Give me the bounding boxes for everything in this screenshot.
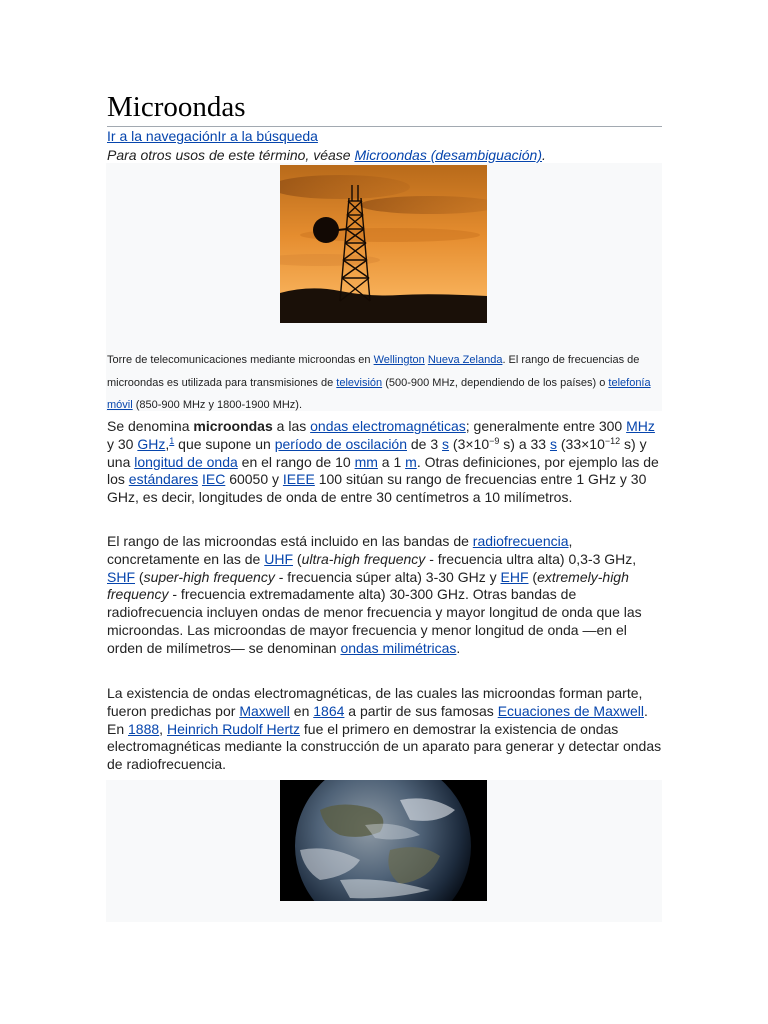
maxwell-link[interactable]: Maxwell xyxy=(239,702,290,719)
term-microondas: microondas xyxy=(193,418,273,434)
iec-link[interactable]: IEC xyxy=(201,471,226,488)
hatnote-text: Para otros usos de este término, véase xyxy=(107,147,355,163)
telefonia-movil-link[interactable]: telefonía móvil xyxy=(107,376,651,411)
nueva-zelanda-link[interactable]: Nueva Zelanda xyxy=(427,354,503,366)
paragraph-definition: Se denomina microondas a las ondas electromagnéticas; generalmente entre 300 MHz y 30 GHz,$^1$ que supone un período de oscilación de 3 s ($3\times 10^{-9}$ s) a 33 s ($33\times 10^{-12}$ s) y una longitud de onda en el rango de 10 mm a 1 m. Otras definiciones, por ejemplo las de los estándares IEC 60050 y IEEE 100 sitúan su rango de frecuencias entre 1 GHz y 30 GHz, es decir, longitudes de onda de entre 30 centímetros a 10 milímetros. xyxy=(107,418,659,506)
hertz-link[interactable]: Heinrich Rudolf Hertz xyxy=(166,720,301,737)
disambiguation-link[interactable]: Microondas (desambiguación) xyxy=(354,147,543,163)
ehf-link[interactable]: EHF xyxy=(500,568,529,585)
figure-caption xyxy=(107,349,660,417)
wellington-link[interactable]: Wellington xyxy=(373,354,425,366)
mhz-link[interactable]: MHz xyxy=(626,418,655,434)
ondas-milimetricas-link[interactable]: ondas milimétricas xyxy=(340,639,457,656)
caption-text: Torre de telecomunicaciones mediante microondas en xyxy=(107,354,374,366)
caption-text: (500-900 MHz, dependiendo de los países) o xyxy=(382,376,609,389)
radiofrecuencia-link[interactable]: radiofrecuencia xyxy=(472,533,569,549)
uhf-link[interactable]: UHF xyxy=(264,550,293,567)
tower-figure xyxy=(106,163,662,411)
tower-photo[interactable] xyxy=(280,165,487,323)
longitud-de-onda-link[interactable]: longitud de onda xyxy=(134,453,238,470)
television-link[interactable]: televisión xyxy=(336,376,383,389)
earth-photo[interactable] xyxy=(280,780,487,901)
paragraph-bands: El rango de las microondas está incluido en las bandas de radiofrecuencia, concretamente en las de UHF (ultra-high frequency - frecuencia ultra alta) 0,3-3 GHz, SHF (super-high frequency - frecuencia súper alta) 3-30 GHz y EHF (extremely-high frequency - frecuencia extremadamente alta) 30-300 GHz. Otras bandas de radiofrecuencia incluyen ondas de menor frecuencia y mayor longitud de onda que las microondas. Las microondas de mayor frecuencia y menor longitud de onda —en el orden de milímetros— se denominan ondas milimétricas. xyxy=(107,533,642,656)
mm-link[interactable]: mm xyxy=(354,453,378,470)
m-link[interactable]: m xyxy=(405,453,417,470)
segundo-link[interactable]: s xyxy=(442,435,450,452)
hatnote xyxy=(107,146,546,164)
shf-link[interactable]: SHF xyxy=(107,568,135,585)
page-title: Microondas xyxy=(107,88,662,127)
estandares-link[interactable]: estándares xyxy=(128,471,199,488)
ghz-link[interactable]: GHz xyxy=(137,435,166,452)
earth-figure xyxy=(106,780,662,922)
paragraph-history: La existencia de ondas electromagnéticas, de las cuales las microondas forman parte, fueron predichas por Maxwell en 1864 a partir de sus famosas Ecuaciones de Maxwell. En 1888, Heinrich Rudolf Hertz fue el primero en demostrar la existencia de ondas electromagnéticas mediante la construcción de un aparato para generar y detectar ondas de radiofrecuencia. xyxy=(107,685,662,773)
caption-text: (850-900 MHz y 1800-1900 MHz). xyxy=(132,399,303,411)
jump-to-navigation-link[interactable]: Ir a la navegación xyxy=(107,128,218,144)
reference-1-link[interactable]: 1 xyxy=(169,435,175,446)
jump-links xyxy=(107,127,318,145)
ecuaciones-maxwell-link[interactable]: Ecuaciones de Maxwell xyxy=(497,702,644,719)
ieee-link[interactable]: IEEE xyxy=(282,471,315,488)
year-1888-link[interactable]: 1888 xyxy=(128,720,160,737)
hatnote-suffix: . xyxy=(542,147,546,163)
year-1864-link[interactable]: 1864 xyxy=(313,702,345,719)
caption-text: . El rango de frecuencias de microondas es utilizada para transmisiones de xyxy=(107,354,640,389)
ondas-electromagneticas-link[interactable]: ondas electromagnéticas xyxy=(310,418,466,434)
segundo-link-2[interactable]: s xyxy=(549,435,557,452)
jump-to-search-link[interactable]: Ir a la búsqueda xyxy=(217,128,318,144)
periodo-oscilacion-link[interactable]: período de oscilación xyxy=(274,435,407,452)
